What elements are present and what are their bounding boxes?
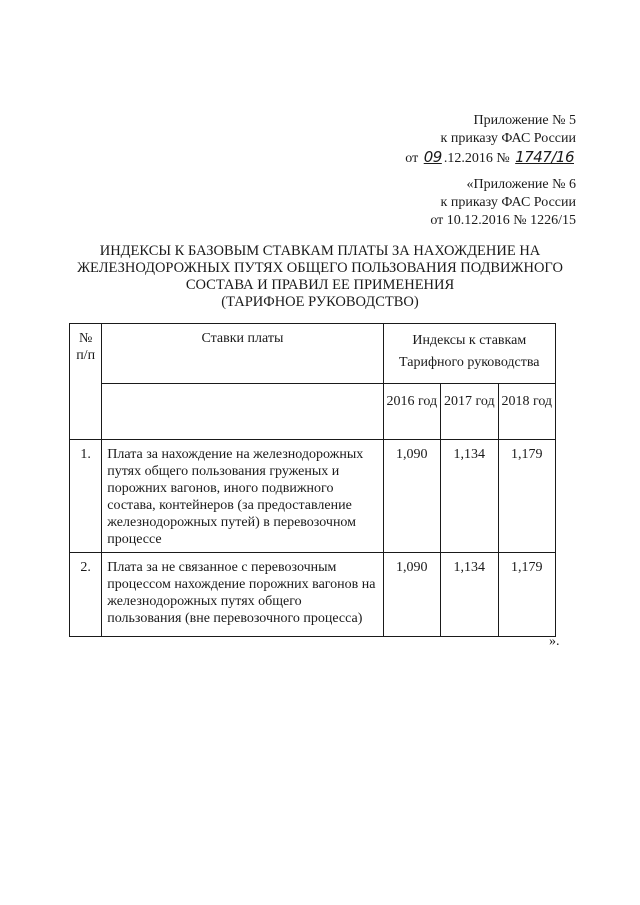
table-header-years-row [70,384,556,440]
row-value-2017: 1,134 [441,553,498,637]
handwritten-day: 09 [423,148,442,166]
appendix-6-date-line: от 10.12.2016 № 1226/15 [430,213,576,228]
appendix-5-header [405,112,576,168]
handwritten-order-number: 1747/16 [515,148,574,166]
header-empty-cell [102,384,383,440]
header-rates: Ставки платы [102,324,383,384]
header-indices-line-2: Тарифного руководства [399,355,540,370]
header-year-2018: 2018 год [498,384,556,440]
table-row [70,440,556,553]
appendix-6-title: «Приложение № 6 [466,177,576,192]
title-line-1: ИНДЕКСЫ К БАЗОВЫМ СТАВКАМ ПЛАТЫ ЗА НАХОЖДЕНИЕ НА [99,243,541,259]
row-value-2016: 1,090 [383,440,440,553]
row-rate-name: Плата за не связанное с перевозочным процессом нахождение порожних вагонов на железнодорожных путях общего пользования (вне перевозочного процесса) [102,553,383,637]
header-indices [383,324,555,384]
row-value-2018: 1,179 [498,553,556,637]
date-rest: .12.2016 № [443,151,510,166]
title-line-3: СОСТАВА И ПРАВИЛ ЕЕ ПРИМЕНЕНИЯ [185,277,455,293]
appendix-5-date-line [405,148,576,168]
table-row [70,553,556,637]
header-year-2017: 2017 год [441,384,498,440]
row-number: 2. [70,553,102,637]
title-line-4: (ТАРИФНОЕ РУКОВОДСТВО) [221,294,419,310]
closing-quote: ». [549,634,560,649]
title-line-2: ЖЕЛЕЗНОДОРОЖНЫХ ПУТЯХ ОБЩЕГО ПОЛЬЗОВАНИЯ ПОДВИЖНОГО [77,260,563,276]
row-value-2017: 1,134 [441,440,498,553]
row-value-2018: 1,179 [498,440,556,553]
header-number: № п/п [70,324,102,440]
row-number: 1. [70,440,102,553]
appendix-6-header [430,176,576,230]
appendix-5-title: Приложение № 5 [473,113,576,128]
appendix-6-order-ref: к приказу ФАС России [440,195,576,210]
header-year-2016: 2016 год [383,384,440,440]
rates-table [69,323,556,637]
row-rate-name: Плата за нахождение на железнодорожных путях общего пользования груженых и порожних вагонов, иного подвижного состава, контейнеров (за предоставление железнодорожных путей) в перевозочном процессе [102,440,383,553]
row-value-2016: 1,090 [383,553,440,637]
table-header-row [70,324,556,384]
document-title [60,243,580,311]
date-prefix: от [405,151,419,166]
header-indices-line-1: Индексы к ставкам [412,333,527,348]
appendix-5-order-ref: к приказу ФАС России [440,131,576,146]
